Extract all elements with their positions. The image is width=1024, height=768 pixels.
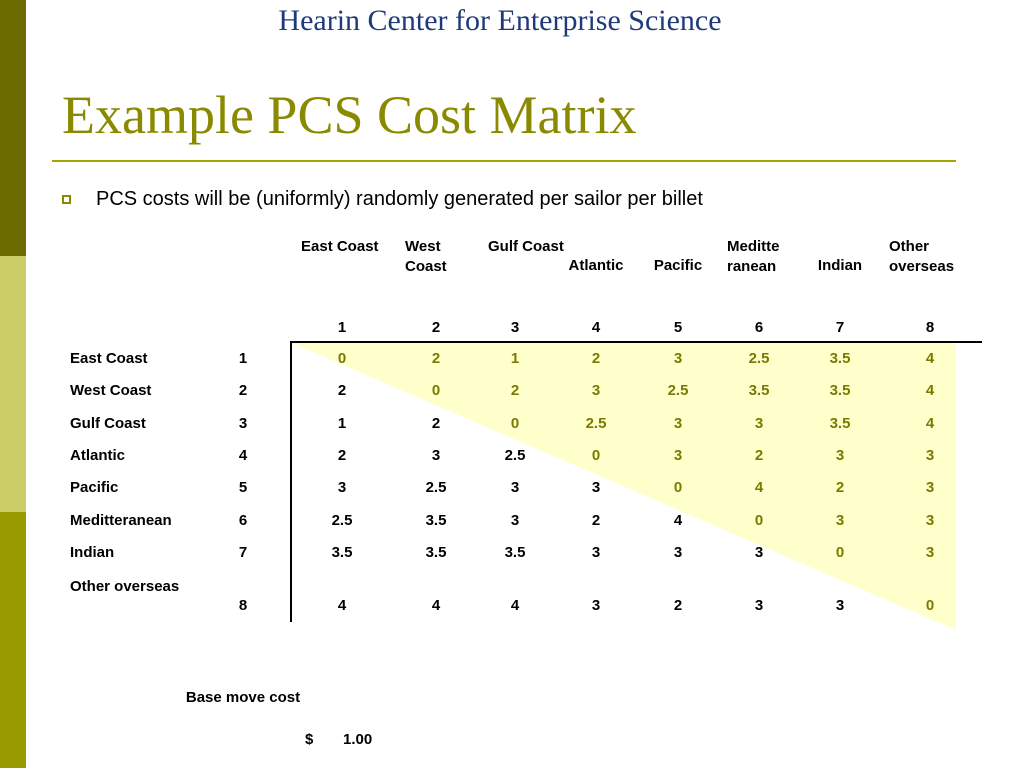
column-header: Meditte ranean	[727, 238, 780, 275]
row-label: Gulf Coast	[70, 415, 146, 432]
column-header: Pacific	[653, 257, 703, 274]
column-index: 5	[673, 319, 683, 336]
matrix-cell: 4	[337, 597, 347, 614]
matrix-cell: 3	[925, 479, 935, 496]
matrix-cell: 2	[591, 512, 601, 529]
matrix-cell: 4	[673, 512, 683, 529]
matrix-cell: 3	[431, 447, 441, 464]
column-index: 4	[591, 319, 601, 336]
matrix-cell: 0	[431, 382, 441, 399]
matrix-cell: 3	[591, 382, 601, 399]
matrix-cell: 3	[925, 544, 935, 561]
row-label: Atlantic	[70, 447, 126, 464]
matrix-cell: 0	[925, 597, 935, 614]
row-label: Other overseas	[70, 578, 180, 595]
matrix-top-border	[290, 341, 982, 343]
row-index: 5	[238, 479, 248, 496]
matrix-cell: 2	[431, 415, 441, 432]
matrix-cell: 3.5	[829, 350, 851, 367]
matrix-cell: 2	[591, 350, 601, 367]
matrix-cell: 4	[431, 597, 441, 614]
matrix-cell: 3	[835, 597, 845, 614]
column-index: 7	[835, 319, 845, 336]
matrix-cell: 4	[510, 597, 520, 614]
matrix-cell: 3.5	[331, 544, 353, 561]
base-cost-label: Base move cost	[185, 689, 301, 706]
bullet-text: PCS costs will be (uniformly) randomly generated per sailor per billet	[96, 188, 703, 210]
matrix-cell: 4	[925, 350, 935, 367]
matrix-cell: 2	[835, 479, 845, 496]
matrix-cell: 4	[754, 479, 764, 496]
column-header: Indian	[817, 257, 863, 274]
matrix-cell: 0	[337, 350, 347, 367]
matrix-cell: 2	[673, 597, 683, 614]
row-index: 4	[238, 447, 248, 464]
row-label: Pacific	[70, 479, 119, 496]
matrix-cell: 3	[591, 597, 601, 614]
matrix-cell: 3.5	[829, 415, 851, 432]
column-index: 3	[510, 319, 520, 336]
base-cost-value: 1.00	[343, 731, 373, 748]
matrix-cell: 2.5	[504, 447, 526, 464]
matrix-cell: 2	[510, 382, 520, 399]
column-header: West Coast	[405, 238, 447, 275]
row-index: 1	[238, 350, 248, 367]
matrix-cell: 3	[673, 350, 683, 367]
row-index: 3	[238, 415, 248, 432]
column-index: 2	[431, 319, 441, 336]
matrix-cell: 3	[835, 447, 845, 464]
matrix-cell: 2.5	[585, 415, 607, 432]
matrix-cell: 2	[337, 447, 347, 464]
column-index: 6	[754, 319, 764, 336]
slide-header: Hearin Center for Enterprise Science	[278, 4, 722, 37]
column-header: Other overseas	[889, 238, 955, 275]
matrix-cell: 2.5	[425, 479, 447, 496]
matrix-cell: 0	[510, 415, 520, 432]
matrix-cell: 3.5	[425, 544, 447, 561]
matrix-cell: 0	[591, 447, 601, 464]
matrix-cell: 3	[510, 512, 520, 529]
matrix-cell: 3	[337, 479, 347, 496]
matrix-cell: 0	[754, 512, 764, 529]
matrix-cell: 3	[673, 544, 683, 561]
matrix-cell: 3	[925, 512, 935, 529]
column-header: Gulf Coast	[488, 238, 564, 255]
column-header: Atlantic	[568, 257, 624, 274]
matrix-cell: 4	[925, 382, 935, 399]
slide-title: Example PCS Cost Matrix	[62, 85, 637, 145]
matrix-cell: 3	[925, 447, 935, 464]
matrix-cell: 3	[754, 597, 764, 614]
row-index: 7	[238, 544, 248, 561]
row-index: 2	[238, 382, 248, 399]
row-label: West Coast	[70, 382, 152, 399]
matrix-left-border	[290, 342, 292, 622]
row-index: 6	[238, 512, 248, 529]
matrix-cell: 3.5	[748, 382, 770, 399]
column-index: 1	[337, 319, 347, 336]
matrix-cell: 3.5	[425, 512, 447, 529]
matrix-cell: 1	[337, 415, 347, 432]
matrix-cell: 2	[431, 350, 441, 367]
matrix-cell: 2.5	[331, 512, 353, 529]
matrix-cell: 1	[510, 350, 520, 367]
row-index: 8	[238, 597, 248, 614]
matrix-cell: 2	[337, 382, 347, 399]
row-label: East Coast	[70, 350, 148, 367]
matrix-cell: 0	[835, 544, 845, 561]
matrix-cell: 3	[754, 415, 764, 432]
matrix-cell: 3	[754, 544, 764, 561]
matrix-cell: 4	[925, 415, 935, 432]
matrix-cell: 3.5	[504, 544, 526, 561]
matrix-cell: 2	[754, 447, 764, 464]
row-label: Indian	[70, 544, 115, 561]
row-label: Meditteranean	[70, 512, 172, 529]
matrix-cell: 3	[835, 512, 845, 529]
matrix-cell: 3	[673, 415, 683, 432]
base-cost-currency: $	[305, 731, 314, 748]
matrix-cell: 3	[591, 544, 601, 561]
matrix-cell: 3	[591, 479, 601, 496]
matrix-cell: 2.5	[748, 350, 770, 367]
matrix-cell: 3	[510, 479, 520, 496]
matrix-cell: 2.5	[667, 382, 689, 399]
column-index: 8	[925, 319, 935, 336]
column-header: East Coast	[301, 238, 379, 255]
matrix-cell: 0	[673, 479, 683, 496]
matrix-cell: 3.5	[829, 382, 851, 399]
matrix-cell: 3	[673, 447, 683, 464]
